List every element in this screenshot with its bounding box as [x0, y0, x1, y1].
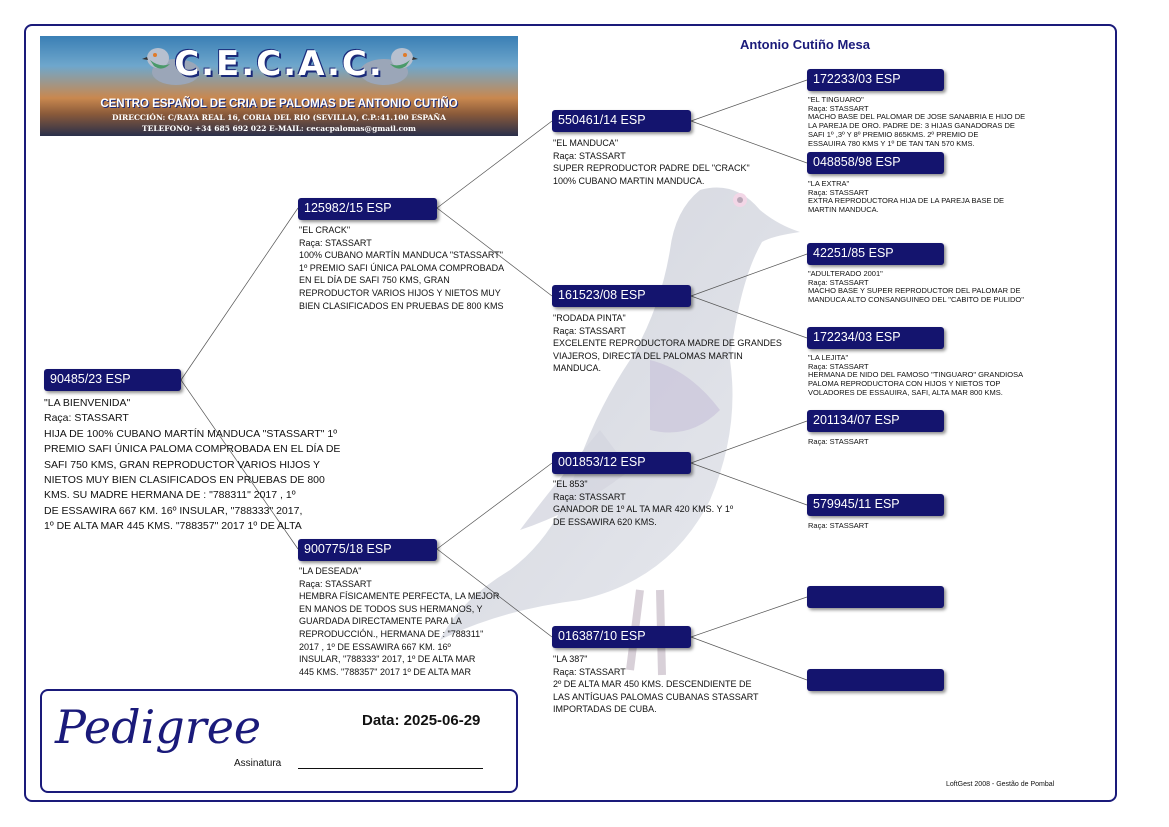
description-line: GANADOR DE 1º AL TA MAR 420 KMS. Y 1º — [553, 504, 734, 515]
description-line: MANDUCA. — [553, 363, 602, 374]
description-line: Raça: STASSART — [553, 666, 626, 677]
description-line: MARTIN MANDUCA. — [808, 205, 879, 215]
description-line: "LA DESEADA" — [299, 566, 362, 576]
description-line: REPRODUCCIÓN., HERMANA DE : "788311" — [299, 628, 484, 639]
description-line: REPRODUCTOR VARIOS HIJOS Y NIETOS MUY — [299, 287, 501, 298]
description-line: Raça: STASSART — [808, 187, 869, 197]
sire-dam-description — [553, 312, 803, 375]
description-line: MANDUCA ALTO CONSANGUINEO DEL "CABITO DE PULIDO" — [808, 295, 1024, 305]
description-line: MACHO BASE Y SUPER REPRODUCTOR DEL PALOMAR DE — [808, 286, 1021, 296]
description-line: Raça: STASSART — [808, 103, 869, 113]
sire-dam-ring-box: 161523/08 ESP — [552, 285, 691, 307]
sire-sire-ring-box: 550461/14 ESP — [552, 110, 691, 132]
description-line: Raça: STASSART — [553, 325, 626, 336]
description-line: Raça: STASSART — [553, 491, 626, 502]
description-line: Raça: STASSART — [808, 277, 869, 287]
description-line: "LA 387" — [553, 654, 588, 664]
description-line: 2º DE ALTA MAR 450 KMS. DESCENDIENTE DE — [553, 679, 752, 690]
description-line: Raça: STASSART — [299, 237, 372, 248]
description-line: DE ESSAWIRA 620 KMS. — [553, 516, 657, 527]
ds-dam-description — [808, 522, 1008, 531]
description-line: 100% CUBANO MARTIN MANDUCA. — [553, 175, 705, 186]
club-address: DIRECCIÓN: C/RAYA REAL 16, CORIA DEL RIO (SEVILLA), C.P.:41.100 ESPAÑA — [112, 113, 446, 122]
software-footer: LoftGest 2008 - Gestão de Pombal — [946, 781, 1055, 788]
description-line: "EL CRACK" — [299, 225, 351, 235]
description-line: 445 KMS. "788357" 2017 1º DE ALTA MAR — [299, 666, 471, 677]
club-subtitle: CENTRO ESPAÑOL DE CRIA DE PALOMAS DE ANTONIO CUTIÑO — [100, 98, 458, 110]
description-line: SAFI 1º ,3º Y 8º PREMIO 865KMS. 2º PREMIO DE — [808, 129, 979, 139]
description-line: Raça: STASSART — [808, 437, 869, 446]
description-line: SAFI 750 KMS, GRAN REPRODUCTOR VARIOS HIJOS Y — [44, 458, 320, 471]
sd-sire-ring-box: 42251/85 ESP — [807, 243, 944, 265]
description-line: VIAJEROS, DIRECTA DEL PALOMAS MARTIN — [553, 350, 743, 361]
description-line: "LA LEJITA" — [808, 353, 849, 362]
description-line: DE ESSAWIRA 667 KM. 16º INSULAR, "788333" 2017, — [44, 504, 303, 517]
dam-dam-description — [553, 653, 798, 716]
dd-dam-ring-box — [807, 669, 944, 691]
description-line: HIJA DE 100% CUBANO MARTÍN MANDUCA "STASSART" 1º — [44, 427, 338, 440]
sd-dam-description — [808, 354, 1108, 398]
description-line: SUPER REPRODUCTOR PADRE DEL "CRACK" — [553, 163, 750, 174]
ss-dam-description — [808, 180, 1108, 215]
description-line: Raça: STASSART — [553, 150, 626, 161]
sire-sire-description — [553, 137, 788, 187]
description-line: "ADULTERADO 2001" — [808, 269, 883, 278]
description-line: PALOMA REPRODUCTORA CON HIJOS Y NIETOS TOP — [808, 379, 1001, 389]
description-line: "RODADA PINTA" — [553, 313, 626, 323]
description-line: HEMBRA FÍSICAMENTE PERFECTA, LA MEJOR — [299, 591, 500, 602]
description-line: 2017 , 1º DE ESSAWIRA 667 KM. 16º — [299, 641, 451, 652]
owner-name: Antonio Cutiño Mesa — [740, 37, 870, 52]
description-line: 100% CUBANO MARTÍN MANDUCA "STASSART" — [299, 250, 503, 261]
description-line: ESSAUIRA 780 KMS Y 1º DE TAN TAN 570 KMS. — [808, 138, 975, 148]
sire-description — [299, 224, 529, 312]
subject-ring-box: 90485/23 ESP — [44, 369, 181, 391]
description-line: 1º PREMIO SAFI ÚNICA PALOMA COMPROBADA — [299, 262, 505, 273]
description-line: KMS. SU MADRE HERMANA DE : "788311" 2017 , 1º — [44, 489, 296, 502]
ds-sire-ring-box: 201134/07 ESP — [807, 410, 944, 432]
dam-dam-ring-box: 016387/10 ESP — [552, 626, 691, 648]
description-line: LAS ANTÍGUAS PALOMAS CUBANAS STASSART — [553, 691, 759, 702]
description-line: EN MANOS DE TODOS SUS HERMANOS, Y — [299, 603, 483, 614]
description-line: "EL MANDUCA" — [553, 138, 619, 148]
dd-sire-ring-box — [807, 586, 944, 608]
sd-sire-description — [808, 270, 1108, 305]
description-line: GUARDADA DIRECTAMENTE PARA LA — [299, 616, 462, 627]
description-line: 1º DE ALTA MAR 445 KMS. "788357" 2017 1º DE ALTA — [44, 520, 302, 533]
description-line: LA PAREJA DE ORO. PADRE DE: 3 HIJAS GANADORAS DE — [808, 121, 1015, 131]
sd-dam-ring-box: 172234/03 ESP — [807, 327, 944, 349]
dam-sire-ring-box: 001853/12 ESP — [552, 452, 691, 474]
description-line: Raça: STASSART — [299, 578, 372, 589]
ds-dam-ring-box: 579945/11 ESP — [807, 494, 944, 516]
dam-sire-description — [553, 478, 788, 528]
description-line: MACHO BASE DEL PALOMAR DE JOSE SANABRIA E HIJO DE — [808, 112, 1026, 122]
description-line: BIEN CLASIFICADOS EN PRUEBAS DE 800 KMS — [299, 300, 504, 311]
description-line: HERMANA DE NIDO DEL FAMOSO "TINGUARO" GRANDIOSA — [808, 370, 1024, 380]
signature-label: Assinatura — [234, 758, 282, 769]
club-logo-title: C.E.C.A.C. — [174, 44, 384, 84]
club-contact: TELEFONO: +34 685 692 022 E-MAIL: cecacpalomas@gmail.com — [142, 124, 416, 133]
pedigree-title: Pedigree — [55, 700, 262, 754]
sire-ring-box: 125982/15 ESP — [298, 198, 437, 220]
ss-dam-ring-box: 048858/98 ESP — [807, 152, 944, 174]
ss-sire-ring-box: 172233/03 ESP — [807, 69, 944, 91]
signature-line[interactable] — [298, 768, 483, 769]
description-line: EXTRA REPRODUCTORA HIJA DE LA PAREJA BASE DE — [808, 196, 1005, 206]
ds-sire-description — [808, 438, 1008, 447]
description-line: "LA BIENVENIDA" — [44, 397, 131, 409]
description-line: EXCELENTE REPRODUCTORA MADRE DE GRANDES — [553, 338, 782, 349]
description-line: Raça: STASSART — [808, 361, 869, 371]
dam-ring-box: 900775/18 ESP — [298, 539, 437, 561]
description-line: "LA EXTRA" — [808, 179, 850, 188]
ss-sire-description — [808, 96, 1108, 148]
description-line: Raça: STASSART — [44, 412, 129, 425]
description-line: Raça: STASSART — [808, 521, 869, 530]
description-line: "EL 853" — [553, 479, 588, 489]
description-line: INSULAR, "788333" 2017, 1º DE ALTA MAR — [299, 654, 476, 665]
dam-description — [299, 565, 519, 678]
date-label: Data: 2025-06-29 — [362, 712, 481, 729]
description-line: PREMIO SAFI ÚNICA PALOMA COMPROBADA EN EL DÍA DE — [44, 443, 341, 456]
description-line: VOLADORES DE ESSAUIRA, SAFI, ALTA MAR 800 KMS. — [808, 387, 1003, 397]
subject-description — [44, 396, 364, 535]
description-line: NIETOS MUY BIEN CLASIFICADOS EN PRUEBAS DE 800 — [44, 474, 325, 487]
description-line: "EL TINGUARO" — [808, 95, 864, 104]
description-line: EN EL DÍA DE SAFI 750 KMS, GRAN — [299, 275, 450, 286]
description-line: IMPORTADAS DE CUBA. — [553, 704, 657, 715]
